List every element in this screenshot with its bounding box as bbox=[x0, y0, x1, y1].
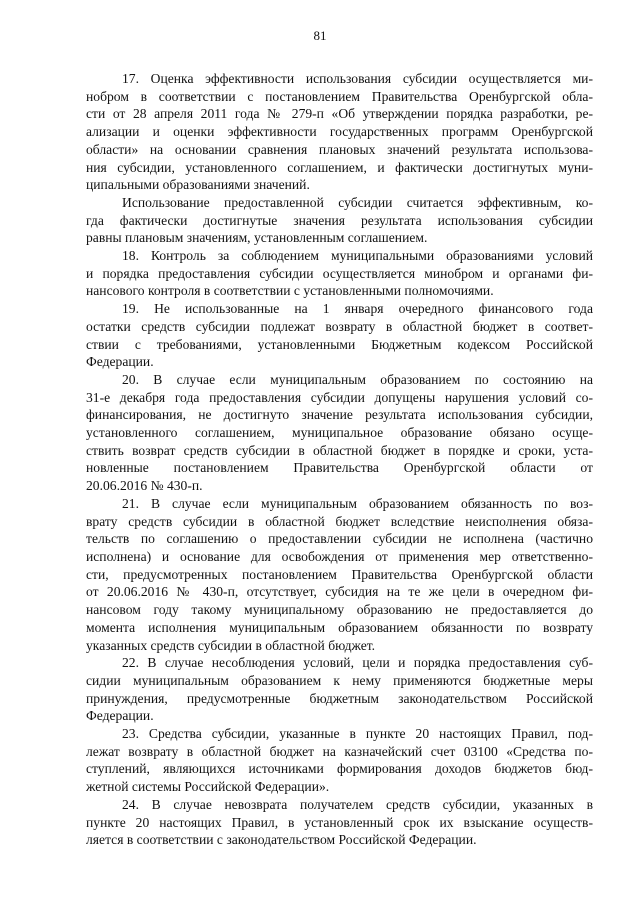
text-line: тельств по соглашению о предоставлении субсидии не исполнена (частично bbox=[86, 531, 593, 547]
text-line: 24. В случае невозврата получателем средств субсидии, указанных в bbox=[122, 796, 593, 812]
text-line: лежат возврату в областной бюджет на казначейский счет 03100 «Средства по- bbox=[86, 743, 593, 759]
text-line: жетной системы Российской Федерации». bbox=[86, 779, 330, 795]
text-line: сидии муниципальным образованием к нему применяются бюджетные меры bbox=[86, 672, 593, 688]
text-line: 18. Контроль за соблюдением муниципальными образованиями условий bbox=[122, 248, 593, 264]
text-line: 22. В случае несоблюдения условий, цели и порядка предоставления суб- bbox=[122, 655, 593, 671]
text-line: исполнена) и основание для освобождения от применения мер ответственно- bbox=[86, 548, 593, 564]
text-line: пункте 20 настоящих Правил, в установленный срок их взыскание осуществ- bbox=[86, 814, 593, 830]
text-line: ципальными образованиями значений. bbox=[86, 177, 310, 193]
paragraph-9 bbox=[86, 796, 593, 849]
text-line: принуждения, предусмотренные бюджетным законодательством Российской bbox=[86, 690, 593, 706]
text-line: ализации и оценки эффективности государственных программ Оренбургской bbox=[86, 124, 593, 140]
text-line: ствить возврат средств субсидии в областной бюджет в порядке и сроки, уста- bbox=[86, 442, 593, 458]
paragraph-2 bbox=[86, 194, 593, 247]
text-line: области» на основании сравнения плановых значений результата использова- bbox=[86, 141, 593, 157]
paragraph-3 bbox=[86, 247, 593, 300]
text-line: ствии с требованиями, установленными Бюджетным кодексом Российской bbox=[86, 336, 593, 352]
text-line: финансирования, не достигнуто значение результата использования субсидии, bbox=[86, 407, 593, 423]
text-line: 19. Не использованные на 1 января очередного финансового года bbox=[122, 301, 593, 317]
text-line: ступлений, являющихся источниками формирования доходов бюджетов бюд- bbox=[86, 761, 593, 777]
paragraph-1 bbox=[86, 70, 593, 194]
text-line: остатки средств субсидии подлежат возврату в областной бюджет в соответ- bbox=[86, 318, 593, 334]
document-body bbox=[86, 70, 593, 849]
text-line: и порядка предоставления субсидии осуществляется минобром и органами фи- bbox=[86, 265, 593, 281]
text-line: ния субсидии, установленного соглашением, и фактически достигнутых муни- bbox=[86, 159, 593, 175]
text-line: сти от 28 апреля 2011 года № 279-п «Об утверждении порядка разработки, ре- bbox=[86, 106, 593, 122]
paragraph-6 bbox=[86, 495, 593, 654]
text-line: момента исполнения муниципальным образованием обязанности по возврату bbox=[86, 619, 593, 635]
text-line: 23. Средства субсидии, указанные в пункте 20 настоящих Правил, под- bbox=[122, 726, 593, 742]
text-line: гда фактически достигнутые значения результата использования субсидии bbox=[86, 212, 593, 228]
paragraph-5 bbox=[86, 371, 593, 495]
text-line: 17. Оценка эффективности использования субсидии осуществляется ми- bbox=[122, 71, 593, 86]
paragraph-8 bbox=[86, 725, 593, 796]
text-line: установленного соглашением, муниципальное образование обязано осуще- bbox=[86, 425, 593, 441]
text-line: 31-е декабря года предоставления субсидии допущены нарушения условий со- bbox=[86, 389, 593, 405]
paragraph-4 bbox=[86, 300, 593, 371]
text-line: Использование предоставленной субсидии считается эффективным, ко- bbox=[122, 194, 593, 210]
text-line: новленные постановлением Правительства Оренбургской области от bbox=[86, 460, 593, 476]
text-line: равны плановым значениям, установленным соглашением. bbox=[86, 230, 428, 246]
text-line: нансового контроля в соответствии с установленными полномочиями. bbox=[86, 283, 494, 299]
text-line: сти, предусмотренных постановлением Правительства Оренбургской области bbox=[86, 566, 593, 582]
paragraph-7 bbox=[86, 654, 593, 725]
text-line: ляется в соответствии с законодательством Российской Федерации. bbox=[86, 832, 477, 848]
text-line: Федерации. bbox=[86, 708, 154, 724]
text-line: 20. В случае если муниципальным образованием по состоянию на bbox=[122, 371, 593, 387]
text-line: от 20.06.2016 № 430-п, отсутствует, субсидия на те же цели в очередном фи- bbox=[86, 584, 593, 600]
text-line: нобром в соответствии с постановлением Правительства Оренбургской обла- bbox=[86, 88, 593, 104]
text-line: 21. В случае если муниципальным образованием обязанность по воз- bbox=[122, 495, 593, 511]
text-line: Федерации. bbox=[86, 354, 154, 370]
text-line: 20.06.2016 № 430-п. bbox=[86, 478, 203, 494]
page-number: 81 bbox=[313, 28, 327, 43]
text-line: нансовом году такому муниципальному образованию не предоставляется до bbox=[86, 602, 593, 618]
text-line: врату средств субсидии в областной бюджет вследствие неисполнения обяза- bbox=[86, 513, 593, 529]
text-line: указанных средств субсидии в областной бюджет. bbox=[86, 637, 376, 653]
